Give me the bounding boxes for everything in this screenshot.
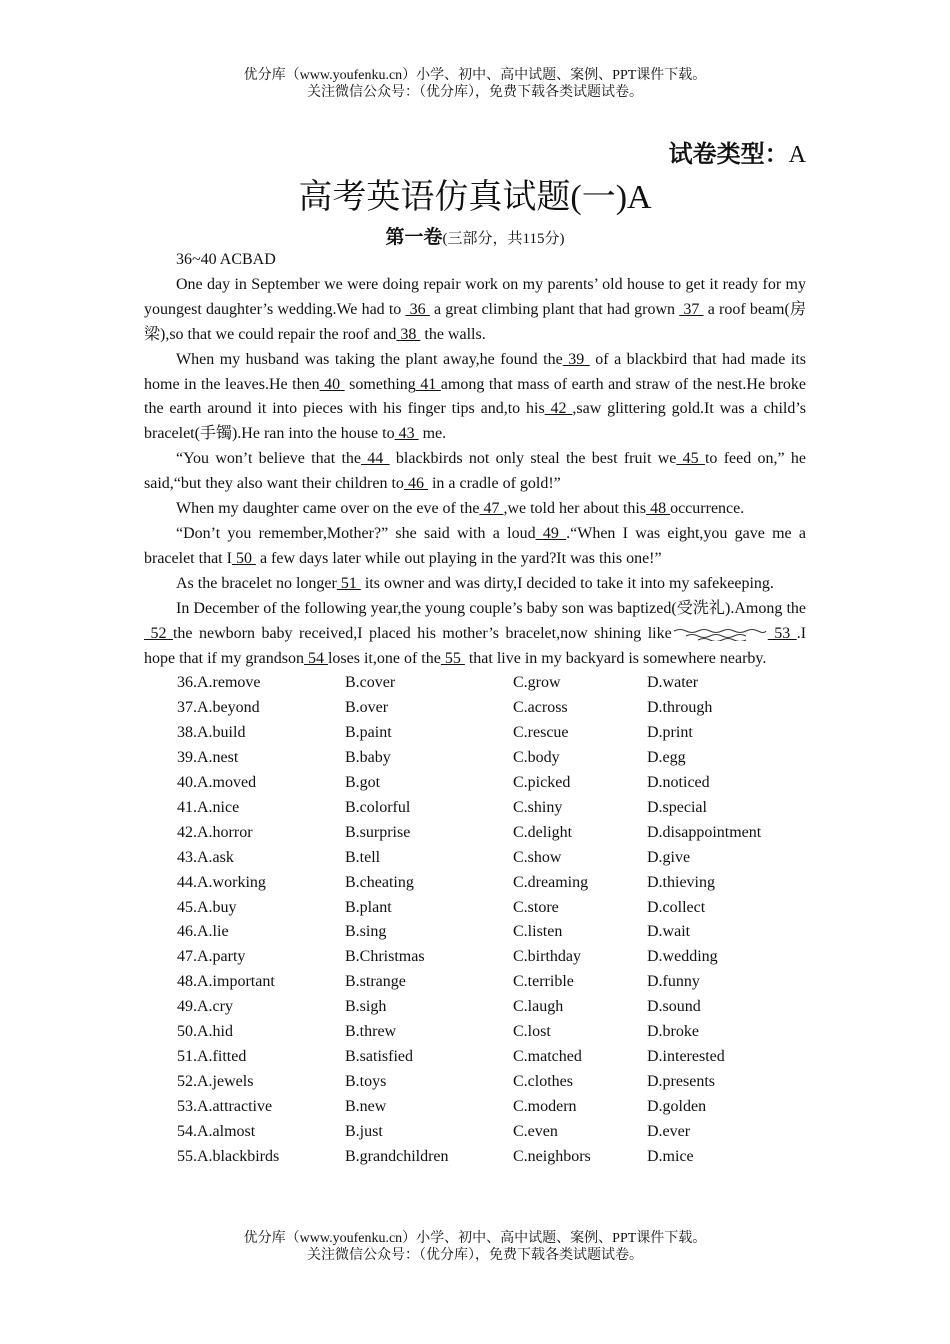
passage-text: .I hope that if my grandson: [144, 624, 807, 667]
option-choice: C.terrible: [513, 973, 574, 991]
page-footer: [0, 1230, 950, 1264]
option-row: [177, 821, 761, 846]
option-choice: 53.A.attractive: [177, 1097, 273, 1115]
option-choice: 41.A.nice: [177, 798, 240, 816]
option-choice: 40.A.moved: [177, 774, 257, 792]
passage-paragraph: [144, 273, 806, 348]
passage-paragraph: [144, 348, 806, 448]
blank-49: 49: [535, 524, 567, 542]
option-choice: 44.A.working: [177, 873, 266, 891]
passage-text: One day in September we were doing repair work on my parents’ old house to get it ready for my youngest daughter’s wedding.We had to: [144, 275, 806, 318]
passage-paragraph: [144, 522, 806, 572]
passage-text: occurrence.: [670, 500, 745, 518]
option-choice: 51.A.fitted: [177, 1048, 247, 1065]
option-choice: B.cover: [345, 674, 396, 692]
passage-text: .“When I was eight,you gave me a bracelet that I: [144, 524, 807, 567]
blank-46: 46: [403, 475, 428, 493]
option-choice: C.birthday: [513, 948, 581, 966]
option-row: [177, 1095, 761, 1120]
passage-text: a few days later while out playing in the yard?It was this one!”: [255, 549, 662, 567]
option-choice: B.strange: [345, 973, 406, 991]
option-choice: C.picked: [513, 774, 571, 792]
option-row: [177, 920, 761, 945]
passage-text: in a cradle of gold!”: [427, 475, 561, 493]
blank-45: 45: [676, 450, 705, 468]
option-choice: C.dreaming: [513, 873, 589, 891]
option-row: [177, 771, 761, 796]
option-choice: C.rescue: [513, 724, 569, 742]
passage-text: me.: [418, 425, 447, 443]
option-choice: D.mice: [647, 1147, 694, 1165]
option-choice: 37.A.beyond: [177, 699, 260, 717]
passage-text: something: [344, 375, 416, 393]
passage-text: among that mass of earth and straw of the nest.He broke the earth around it into pieces with his finger tips and,to his: [144, 375, 807, 418]
option-choice: D.water: [647, 674, 699, 692]
paper-type-value: A: [788, 142, 806, 168]
option-choice: B.Christmas: [345, 948, 425, 966]
passage-text: blackbirds not only steal the best fruit we: [389, 450, 677, 468]
option-choice: D.presents: [647, 1072, 715, 1090]
passage-text: the newborn baby received,I placed his mother’s bracelet,now shining like: [172, 624, 672, 642]
option-choice: B.tell: [345, 848, 381, 866]
passage-text: When my husband was taking the plant away,he found the: [176, 350, 563, 368]
option-choice: D.golden: [647, 1097, 707, 1115]
option-choice: D.give: [647, 848, 691, 866]
page-title: 高考英语仿真试题(一)A: [298, 179, 652, 216]
option-choice: 36.A.remove: [177, 674, 261, 692]
option-choice: C.matched: [513, 1048, 582, 1065]
option-choice: C.body: [513, 749, 560, 767]
passage-text: the walls.: [420, 325, 486, 343]
option-choice: D.wait: [647, 923, 691, 941]
option-choice: B.toys: [345, 1072, 387, 1090]
blank-42: 42: [544, 400, 573, 418]
blank-43: 43: [394, 425, 419, 443]
blank-52: 52: [144, 624, 173, 642]
option-choice: B.new: [345, 1097, 387, 1115]
option-choice: D.through: [647, 699, 713, 717]
option-choice: B.sigh: [345, 998, 387, 1016]
option-choice: 52.A.jewels: [177, 1072, 254, 1090]
option-choice: B.cheating: [345, 873, 414, 891]
option-choice: 49.A.cry: [177, 998, 233, 1016]
option-choice: D.egg: [647, 749, 686, 767]
option-choice: 46.A.lie: [177, 923, 229, 941]
cloze-section: [144, 248, 806, 1170]
option-choice: 55.A.blackbirds: [177, 1147, 280, 1165]
paper-type: [669, 134, 806, 169]
option-choice: C.store: [513, 898, 559, 916]
passage-text: When my daughter came over on the eve of the: [176, 500, 480, 518]
option-choice: C.grow: [513, 674, 561, 692]
blank-47: 47: [479, 500, 504, 518]
blank-39: 39: [562, 350, 590, 368]
option-choice: D.broke: [647, 1023, 699, 1041]
passage-text: that live in my backyard is somewhere nearby.: [464, 649, 767, 667]
option-choice: C.modern: [513, 1097, 577, 1115]
option-choice: D.print: [647, 724, 693, 742]
option-row: [177, 796, 761, 821]
passage-paragraph: [144, 447, 806, 497]
option-choice: 38.A.build: [177, 724, 246, 742]
passage-text: “You won’t believe that the: [176, 450, 362, 468]
option-choice: 45.A.buy: [177, 898, 237, 916]
option-row: [177, 945, 761, 970]
blank-50: 50: [231, 549, 256, 567]
option-choice: B.satisfied: [345, 1048, 413, 1065]
option-choice: B.paint: [345, 724, 392, 742]
option-row: [177, 846, 761, 871]
header-line-1: 优分库（www.youfenku.cn）小学、初中、高中试题、案例、PPT课件下载。: [243, 68, 707, 83]
option-choice: 43.A.ask: [177, 848, 234, 866]
header-line-2: 关注微信公众号：（优分库），免费下载各类试题试卷。: [307, 85, 643, 100]
option-row: [177, 1045, 761, 1070]
passage-paragraph: [144, 497, 806, 522]
option-row: [177, 696, 761, 721]
footer-line-2: 关注微信公众号：（优分库），免费下载各类试题试卷。: [307, 1248, 643, 1263]
passage-text: As the bracelet no longer: [176, 574, 337, 592]
passage-paragraph: [144, 597, 806, 672]
passage-text: In December of the following year,the young couple’s baby son was baptized(受洗礼).Among the: [176, 599, 806, 617]
blank-48: 48: [646, 500, 671, 518]
option-choice: 39.A.nest: [177, 749, 239, 767]
option-choice: D.noticed: [647, 774, 710, 792]
option-choice: C.shiny: [513, 798, 563, 816]
option-choice: D.thieving: [647, 873, 715, 891]
option-row: [177, 970, 761, 995]
option-choice: C.listen: [513, 923, 563, 941]
option-choice: C.show: [513, 848, 562, 866]
passage-text: loses it,one of the: [327, 649, 441, 667]
option-row: [177, 1145, 761, 1170]
option-choice: B.plant: [345, 898, 392, 916]
option-choice: D.special: [647, 798, 707, 816]
option-row: [177, 1120, 761, 1145]
option-choice: C.delight: [513, 823, 573, 841]
option-choice: B.surprise: [345, 823, 411, 841]
option-choice: 50.A.hid: [177, 1023, 233, 1041]
blank-41: 41: [415, 375, 441, 393]
option-row: [177, 721, 761, 746]
passage-text: ,saw glittering gold.It was a child’s bracelet(手镯).He ran into the house to: [144, 400, 807, 443]
option-choice: C.neighbors: [513, 1147, 591, 1165]
paper-type-label: 试卷类型：: [668, 142, 789, 168]
option-choice: D.disappointment: [647, 823, 762, 841]
option-choice: C.clothes: [513, 1072, 573, 1090]
passage-text: “Don’t you remember,Mother?” she said with a loud: [176, 524, 536, 542]
option-choice: C.even: [513, 1122, 558, 1140]
option-choice: B.over: [345, 699, 389, 717]
option-choice: D.interested: [647, 1048, 725, 1065]
option-choice: B.grandchildren: [345, 1147, 449, 1165]
option-row: [177, 896, 761, 921]
blank-54: 54: [303, 649, 328, 667]
blank-53: 53: [767, 624, 797, 642]
option-choice: B.baby: [345, 749, 391, 767]
option-row: [177, 671, 761, 696]
answer-key: 36~40 ACBAD: [176, 251, 276, 268]
option-choice: B.threw: [345, 1023, 397, 1041]
blank-55: 55: [440, 649, 465, 667]
option-choice: C.across: [513, 699, 568, 717]
passage-text: of a blackbird that had made its home in the leaves.He then: [144, 350, 807, 393]
option-choice: D.funny: [647, 973, 700, 991]
option-choice: C.laugh: [513, 998, 564, 1016]
option-choice: B.sing: [345, 923, 387, 941]
section-note: (三部分，共115分): [442, 231, 565, 247]
option-choice: C.lost: [513, 1023, 551, 1041]
option-choice: B.just: [345, 1122, 383, 1140]
footer-line-1: 优分库（www.youfenku.cn）小学、初中、高中试题、案例、PPT课件下载。: [243, 1231, 707, 1246]
passage-text: a roof beam(房梁),so that we could repair the roof and: [144, 300, 807, 343]
option-choice: 54.A.almost: [177, 1122, 256, 1140]
option-row: [177, 1070, 761, 1095]
option-row: [177, 746, 761, 771]
option-choice: D.ever: [647, 1122, 691, 1140]
option-row: [177, 871, 761, 896]
options-table: [177, 671, 761, 1169]
option-choice: 47.A.party: [177, 948, 246, 966]
blank-40: 40: [319, 375, 345, 393]
option-choice: 42.A.horror: [177, 823, 253, 841]
passage-text: to feed on,” he said,“but they also want their children to: [144, 450, 807, 493]
option-row: [177, 1020, 761, 1045]
blank-44: 44: [361, 450, 390, 468]
passage-paragraph: [144, 572, 806, 597]
option-choice: B.colorful: [345, 798, 411, 816]
option-choice: D.wedding: [647, 948, 718, 966]
passage-text: its owner and was dirty,I decided to take it into my safekeeping.: [360, 574, 774, 592]
option-choice: B.got: [345, 774, 381, 792]
blank-38: 38: [396, 325, 421, 343]
option-choice: 48.A.important: [177, 973, 275, 991]
option-choice: D.collect: [647, 898, 706, 916]
wavy-underline-icon: [672, 627, 768, 641]
option-choice: D.sound: [647, 998, 701, 1016]
blank-36: 36: [405, 300, 430, 318]
option-row: [177, 995, 761, 1020]
blank-51: 51: [336, 574, 361, 592]
passage-text: ,we told her about this: [503, 500, 647, 518]
section-part: 第一卷: [385, 227, 443, 248]
page-header: [0, 67, 950, 101]
blank-37: 37: [679, 300, 704, 318]
passage-text: a great climbing plant that had grown: [429, 300, 680, 318]
